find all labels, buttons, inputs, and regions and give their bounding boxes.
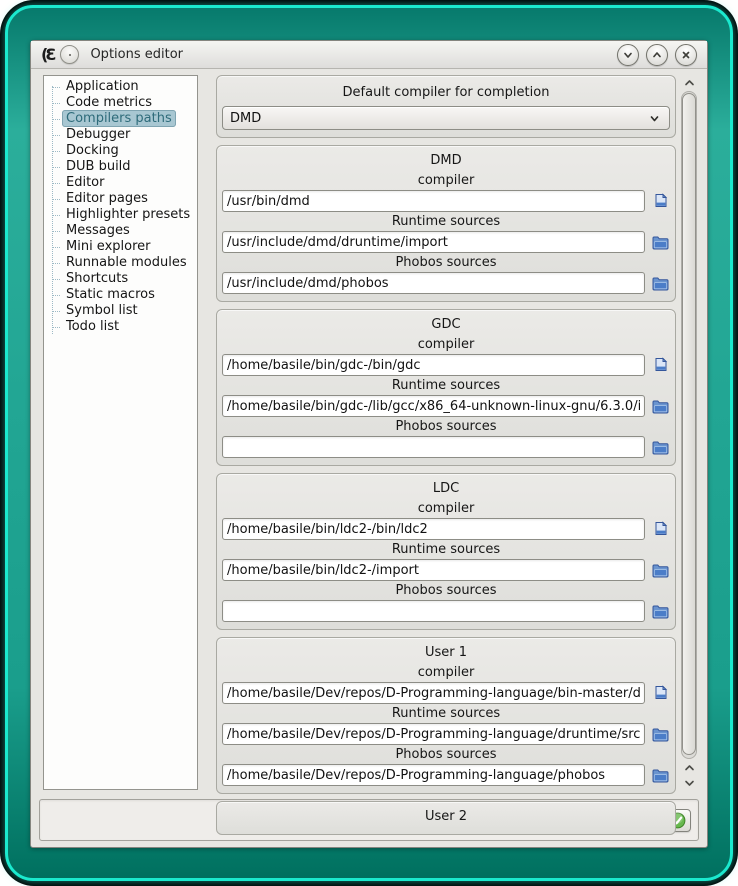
sidebar-item-symbol-list[interactable]: Symbol list [62, 303, 197, 319]
user1-phobos-browse-button[interactable] [650, 766, 670, 784]
chevron-up-icon [684, 763, 695, 773]
gdc-runtime-browse-button[interactable] [650, 397, 670, 415]
ldc-runtime-sources-input[interactable] [222, 559, 645, 581]
sidebar-item-compilers-paths[interactable]: Compilers paths [62, 111, 197, 127]
window-close-button[interactable] [675, 44, 697, 66]
open-file-icon [652, 357, 669, 373]
sidebar-item-debugger[interactable]: Debugger [62, 127, 197, 143]
chevron-up-icon [684, 78, 695, 88]
titlebar[interactable] [31, 41, 707, 69]
sidebar-item-mini-explorer[interactable]: Mini explorer [62, 239, 197, 255]
field-label: Phobos sources [395, 419, 497, 434]
user1-compiler-browse-button[interactable] [650, 684, 670, 702]
group-dmd [216, 145, 676, 302]
sidebar-item-todo-list[interactable]: Todo list [62, 319, 197, 335]
ldc-phobos-sources-input[interactable] [222, 600, 645, 622]
chevron-down-icon [684, 778, 695, 788]
field-label: Phobos sources [395, 583, 497, 598]
field-label: compiler [417, 501, 475, 516]
group-title: User 2 [424, 809, 468, 824]
category-list [44, 79, 197, 335]
open-folder-icon [652, 399, 669, 414]
scrollbar-track[interactable] [681, 91, 697, 759]
ldc-phobos-browse-button[interactable] [650, 602, 670, 620]
combo-value: DMD [230, 110, 262, 126]
gdc-phobos-sources-input[interactable] [222, 436, 645, 458]
chevron-down-icon [622, 49, 634, 61]
dmd-phobos-browse-button[interactable] [650, 274, 670, 292]
group-user2 [216, 801, 676, 835]
sidebar-item-messages[interactable]: Messages [62, 223, 197, 239]
coedit-logo-icon: (Ɛ [41, 44, 54, 64]
field-label: Phobos sources [395, 255, 497, 270]
scroll-down-button[interactable] [681, 775, 697, 790]
window-menu-button[interactable] [60, 45, 79, 64]
group-title: Default compiler for completion [342, 85, 550, 100]
field-label: Runtime sources [391, 214, 501, 229]
gdc-compiler-input[interactable] [222, 354, 645, 376]
open-folder-icon [652, 727, 669, 742]
open-folder-icon [652, 440, 669, 455]
group-gdc [216, 309, 676, 466]
chevron-up-icon [651, 49, 663, 61]
dmd-phobos-sources-input[interactable] [222, 272, 645, 294]
compilers-paths-panel [216, 75, 698, 824]
open-file-icon [652, 685, 669, 701]
sidebar-item-editor[interactable]: Editor [62, 175, 197, 191]
groups-column [216, 75, 676, 824]
open-folder-icon [652, 768, 669, 783]
gdc-runtime-sources-input[interactable] [222, 395, 645, 417]
field-label: compiler [417, 337, 475, 352]
dmd-compiler-input[interactable] [222, 190, 645, 212]
scrollbar-thumb[interactable] [682, 93, 696, 755]
group-title: LDC [432, 481, 460, 496]
dmd-runtime-browse-button[interactable] [650, 233, 670, 251]
field-label: Runtime sources [391, 542, 501, 557]
close-icon [680, 49, 692, 61]
sidebar-item-shortcuts[interactable]: Shortcuts [62, 271, 197, 287]
gdc-compiler-browse-button[interactable] [650, 356, 670, 374]
group-title: DMD [430, 153, 462, 168]
group-default-compiler [216, 75, 676, 138]
open-folder-icon [652, 235, 669, 250]
dmd-compiler-browse-button[interactable] [650, 192, 670, 210]
chevron-down-icon [648, 112, 661, 125]
user1-compiler-input[interactable] [222, 682, 645, 704]
default-compiler-select[interactable] [222, 106, 670, 130]
splitter[interactable] [206, 75, 208, 790]
user1-phobos-sources-input[interactable] [222, 764, 645, 786]
field-label: Runtime sources [391, 378, 501, 393]
field-label: compiler [417, 665, 475, 680]
field-label: Runtime sources [391, 706, 501, 721]
window-shade-button[interactable] [617, 44, 639, 66]
user1-runtime-sources-input[interactable] [222, 723, 645, 745]
field-label: compiler [417, 173, 475, 188]
open-folder-icon [652, 604, 669, 619]
sidebar-item-highlighter-presets[interactable]: Highlighter presets [62, 207, 197, 223]
sidebar-item-editor-pages[interactable]: Editor pages [62, 191, 197, 207]
window-title: Options editor [90, 47, 184, 62]
sidebar-item-static-macros[interactable]: Static macros [62, 287, 197, 303]
open-file-icon [652, 521, 669, 537]
ldc-compiler-browse-button[interactable] [650, 520, 670, 538]
group-title: User 1 [424, 645, 468, 660]
ldc-runtime-browse-button[interactable] [650, 561, 670, 579]
vertical-scrollbar[interactable] [680, 75, 698, 790]
sidebar-item-runnable-modules[interactable]: Runnable modules [62, 255, 197, 271]
group-ldc [216, 473, 676, 630]
category-tree [43, 75, 198, 790]
ldc-compiler-input[interactable] [222, 518, 645, 540]
group-title: GDC [431, 317, 461, 332]
scroll-up-button-bottom[interactable] [681, 760, 697, 775]
scroll-up-button[interactable] [681, 75, 697, 90]
field-label: Phobos sources [395, 747, 497, 762]
open-folder-icon [652, 276, 669, 291]
sidebar-item-dub-build[interactable]: DUB build [62, 159, 197, 175]
client-area [31, 69, 707, 824]
sidebar-item-docking[interactable]: Docking [62, 143, 197, 159]
sidebar-item-code-metrics[interactable]: Code metrics [62, 95, 197, 111]
group-user1 [216, 637, 676, 794]
window-maximize-button[interactable] [646, 44, 668, 66]
open-folder-icon [652, 563, 669, 578]
sidebar-item-application[interactable]: Application [62, 79, 197, 95]
user1-runtime-browse-button[interactable] [650, 725, 670, 743]
open-file-icon [652, 193, 669, 209]
gdc-phobos-browse-button[interactable] [650, 438, 670, 456]
options-editor-window [30, 40, 708, 848]
dmd-runtime-sources-input[interactable] [222, 231, 645, 253]
